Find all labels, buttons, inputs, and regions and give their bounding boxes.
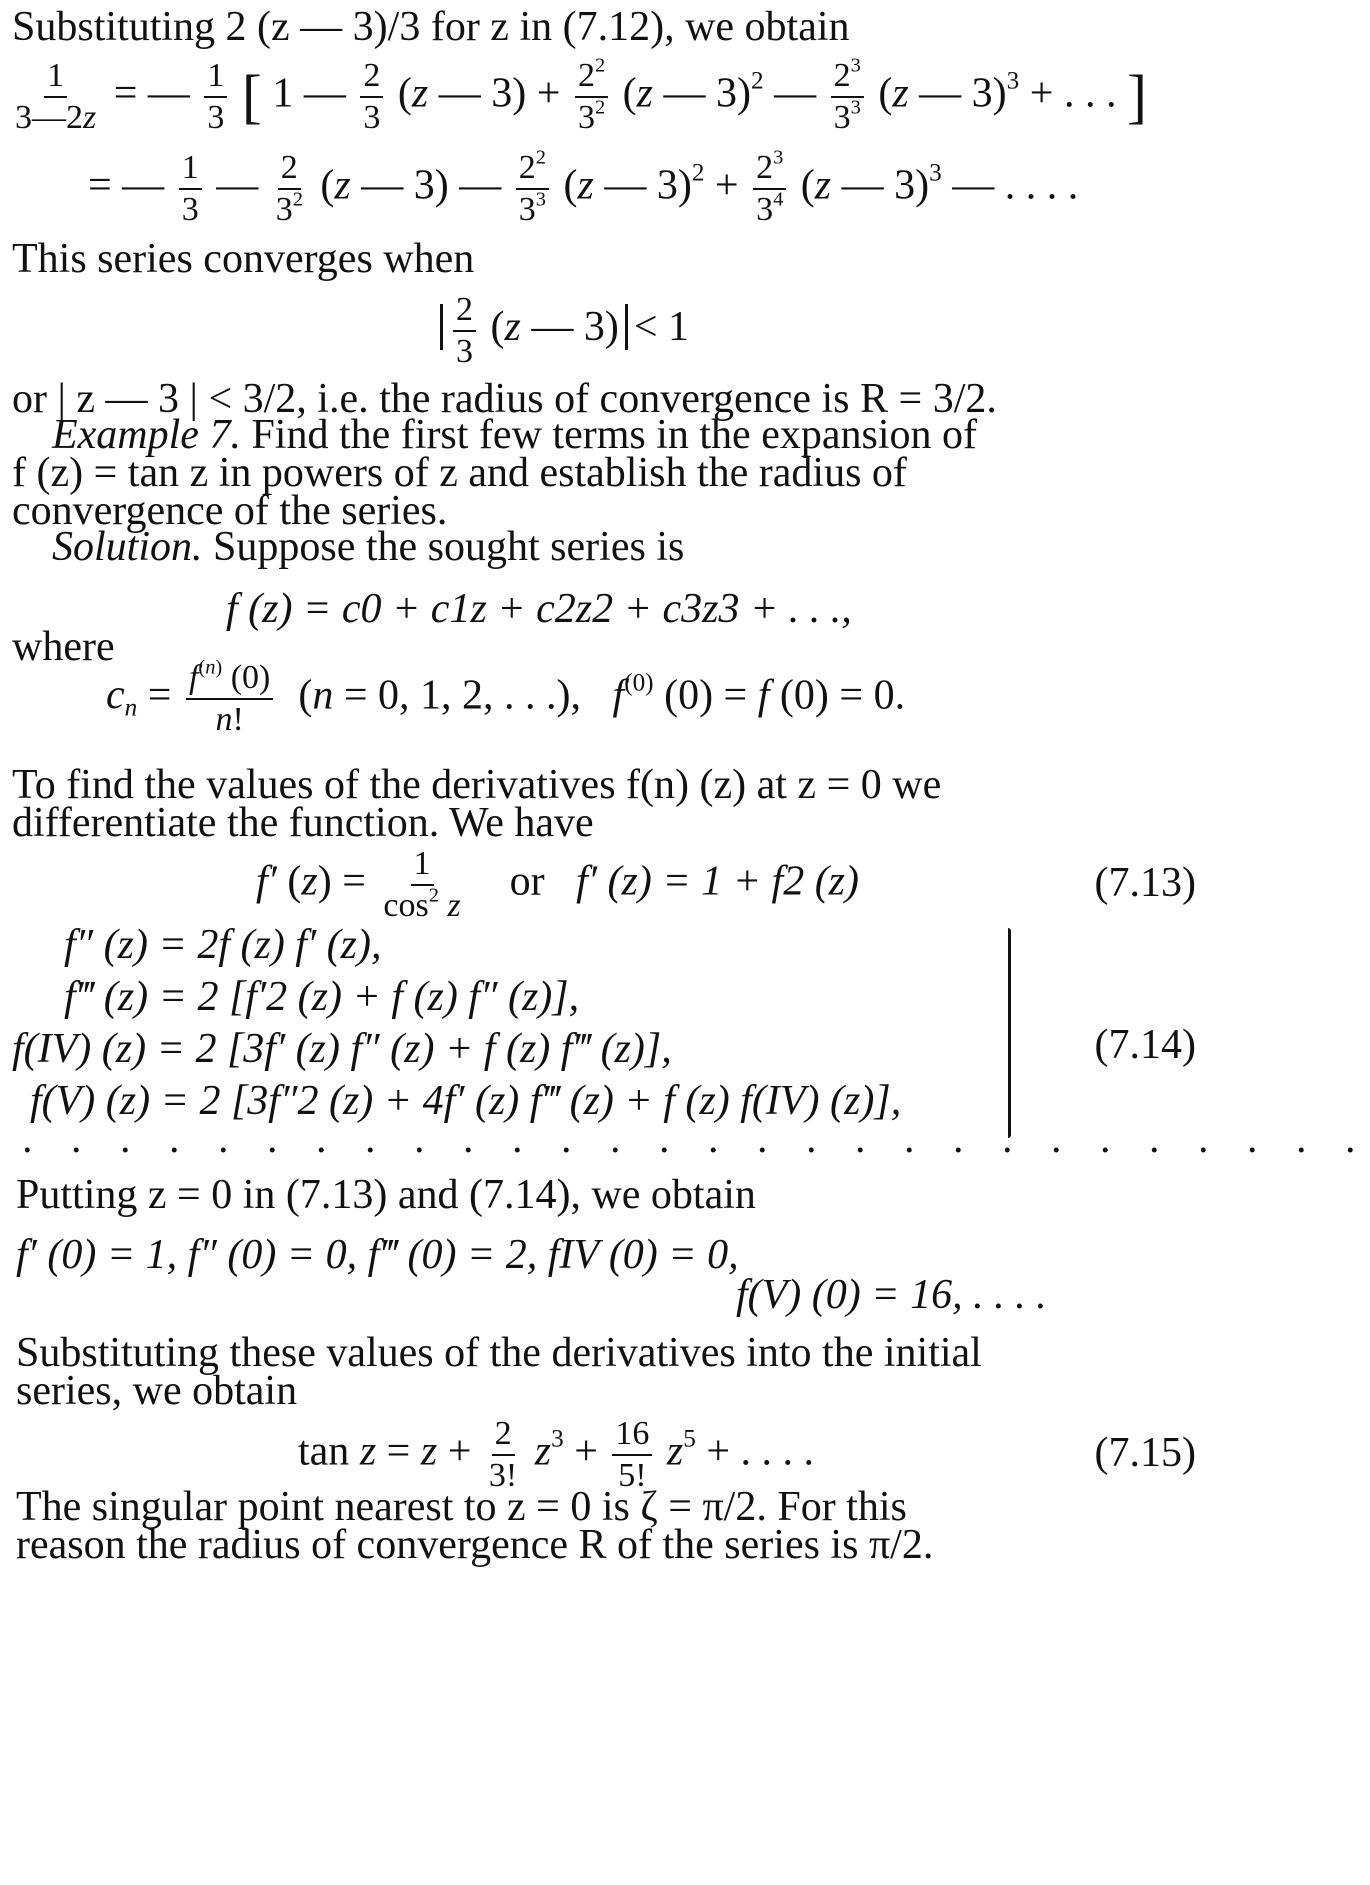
paragraph-converges: This series converges when	[12, 236, 475, 282]
paragraph-radius: or | z — 3 | < 3/2, i.e. the radius of convergence is R = 3/2.	[12, 376, 997, 422]
paragraph-substituting: Substituting 2 (z — 3)/3 for z in (7.12), we obtain	[12, 4, 850, 50]
or-word: or	[509, 858, 545, 905]
equation-expansion-line2: = — $\frac{1}{3}$ — $\frac{2}{3^2}$ (z — 3) — $\frac{2^2}{3^3}$ (z — 3)$^2$ + $\frac{2^3}{3^4}$ (z — 3)$^3$ — . . . .	[88, 146, 1079, 228]
equation-7-15: tan z = z + $\frac{2}{3!}$ $z^3$ + $\frac{16}{5!}$ $z^5$ + . . . .	[298, 1415, 815, 1494]
paragraph-solution	[52, 526, 684, 568]
equation-second-derivative: f″ (z) = 2f (z) f′ (z),	[64, 922, 382, 968]
solution-label: Solution.	[52, 524, 203, 570]
example-label: Example 7.	[52, 412, 241, 458]
paragraph-subst-2: series, we obtain	[16, 1368, 298, 1414]
equation-convergence-condition: $\frac{2}{3}$ (z — 3) < 1	[440, 292, 689, 369]
paragraph-singular-2: reason the radius of convergence R of the series is π/2.	[16, 1522, 934, 1568]
paragraph-singular-1: The singular point nearest to z = 0 is ζ = π/2. For this	[16, 1484, 907, 1530]
equation-third-derivative: f‴ (z) = 2 [f′2 (z) + f (z) f″ (z)],	[64, 974, 580, 1020]
paragraph-example-line3: convergence of the series.	[12, 488, 448, 534]
derivative-values-line2: f(V) (0) = 16, . . . .	[736, 1272, 1047, 1318]
equation-7-13: f′ (z) = $\frac{1}{\cos^2 z}$ or f′ (z) = 1 + f2 (z)	[256, 845, 860, 924]
example-text: Find the first few terms in the expansion of	[240, 412, 977, 458]
equation-cn: $c_n$ = $\frac{f^{(n)} (0)}{n!}$ (n = 0, 1, 2, . . .), $f^{(0)}$ (0) = f (0) = 0.	[106, 656, 906, 738]
equation-number-7-14: (7.14)	[1094, 1022, 1196, 1068]
right-brace	[1008, 928, 1011, 1138]
equation-fifth-derivative: f(V) (z) = 2 [3f″2 (z) + 4f′ (z) f‴ (z) + f (z) f(IV) (z)],	[30, 1078, 902, 1124]
equation-fourth-derivative: f(IV) (z) = 2 [3f′ (z) f″ (z) + f (z) f‴ (z)],	[12, 1026, 672, 1072]
equation-expansion-line1: $\frac{1}{3—2z}$ = — $\frac{1}{3}$ [ 1 — $\frac{2}{3}$ (z — 3) + $\frac{2^2}{3^2}$ (z — 3)$^2$ — $\frac{2^3}{3^3}$ (z — 3)$^3$ + . . . ]	[15, 54, 1147, 136]
f-prime-rhs: f′ (z) = 1 + f2 (z)	[576, 858, 860, 905]
paragraph-subst-1: Substituting these values of the derivatives into the initial	[16, 1330, 982, 1376]
solution-text: Suppose the sought series is	[202, 524, 685, 570]
paragraph-to-find-1: To find the values of the derivatives f(n) (z) at z = 0 we	[12, 762, 942, 808]
equation-dots-row: . . . . . . . . . . . . . . . . . . . . . . . . . . . .	[22, 1116, 1370, 1162]
paragraph-to-find-2: differentiate the function. We have	[12, 800, 594, 846]
paragraph-putting: Putting z = 0 in (7.13) and (7.14), we obtain	[16, 1172, 756, 1218]
derivative-values-line1: f′ (0) = 1, f″ (0) = 0, f‴ (0) = 2, fIV (0) = 0,	[16, 1232, 739, 1278]
paragraph-where: where	[12, 624, 115, 670]
equation-series: f (z) = c0 + c1z + c2z2 + c3z3 + . . .,	[226, 586, 852, 632]
equation-number-7-13: (7.13)	[1094, 860, 1196, 906]
equation-number-7-15: (7.15)	[1094, 1430, 1196, 1476]
paragraph-example-line2: f (z) = tan z in powers of z and establish the radius of	[12, 450, 907, 496]
